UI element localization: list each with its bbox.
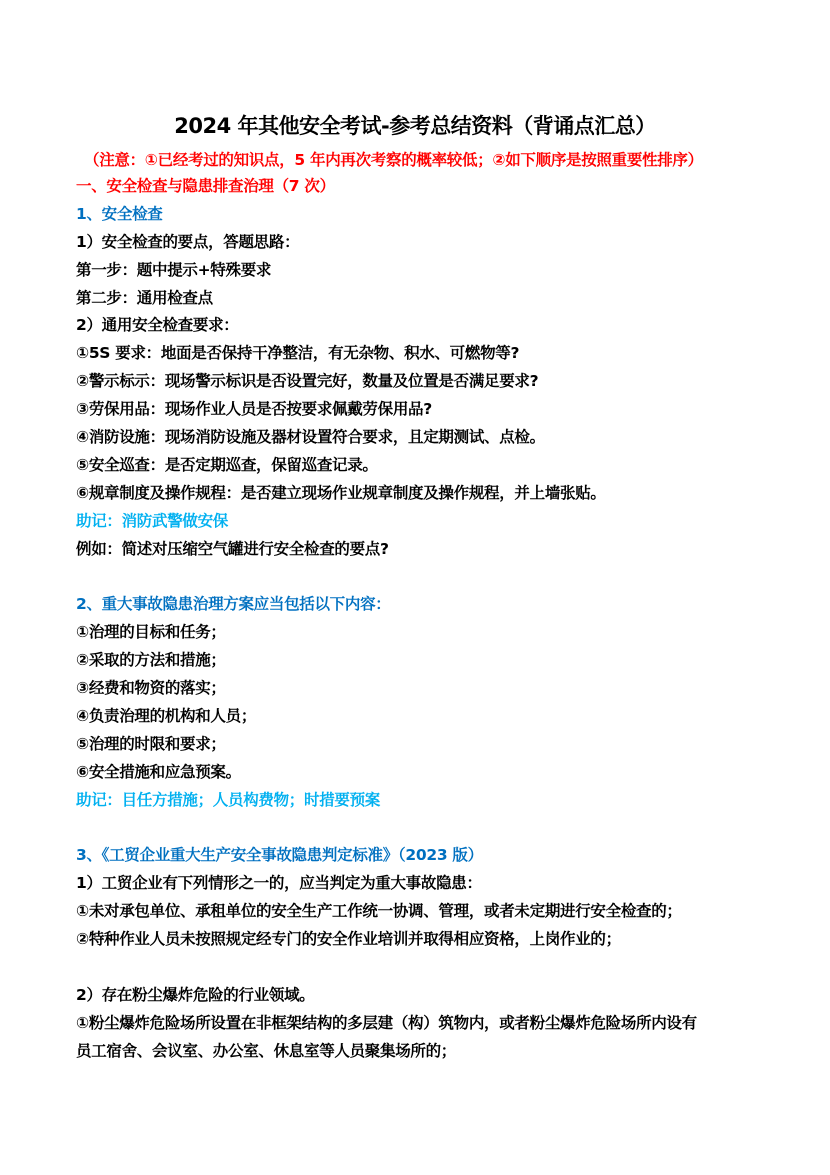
text-line: 例如：简述对压缩空气罐进行安全检查的要点? — [76, 539, 389, 558]
text-line: ①5S 要求：地面是否保持干净整洁，有无杂物、积水、可燃物等? — [76, 344, 520, 363]
blank-line — [76, 954, 766, 982]
text-line: ③经费和物资的落实； — [76, 679, 226, 698]
text-line: ⑤治理的时限和要求； — [76, 734, 226, 753]
text-line: ①治理的目标和任务； — [76, 623, 226, 642]
text-line: ②采取的方法和措施； — [76, 651, 226, 670]
text-line: 2）存在粉尘爆炸危险的行业领域。 — [76, 985, 315, 1004]
mnemonic-line: 助记：目任方措施；人员构费物；时措要预案 — [76, 790, 381, 809]
text-line: ①粉尘爆炸危险场所设置在非框架结构的多层建（构）筑物内，或者粉尘爆炸危险场所内设有 — [76, 1013, 697, 1032]
text-line: ④消防设施：现场消防设施及器材设置符合要求，且定期测试、点检。 — [76, 428, 545, 447]
text-line: ④负责治理的机构和人员； — [76, 706, 257, 725]
mnemonic-line: 助记：消防武警做安保 — [76, 511, 229, 530]
document-body — [76, 173, 766, 1066]
blank-line — [76, 814, 766, 842]
blank-line — [76, 563, 766, 591]
document-title: 2024 年其他安全考试-参考总结资料（背诵点汇总） — [174, 114, 656, 138]
subsection-heading: 2、重大事故隐患治理方案应当包括以下内容： — [76, 595, 391, 614]
text-line: ②特种作业人员未按照规定经专门的安全作业培训并取得相应资格，上岗作业的； — [76, 930, 621, 949]
text-line: 第一步：题中提示+特殊要求 — [76, 260, 272, 279]
text-line: 员工宿舍、会议室、办公室、休息室等人员聚集场所的； — [76, 1041, 457, 1060]
text-line: ①未对承包单位、承租单位的安全生产工作统一协调、管理，或者未定期进行安全检查的； — [76, 902, 682, 921]
subsection-heading: 1、安全检查 — [76, 204, 163, 223]
text-line: 1）工贸企业有下列情形之一的，应当判定为重大事故隐患： — [76, 874, 482, 893]
text-line: ⑤安全巡查：是否定期巡查，保留巡查记录。 — [76, 455, 378, 474]
text-line: ②警示标示：现场警示标识是否设置完好，数量及位置是否满足要求? — [76, 372, 539, 391]
subsection-heading: 3、《工贸企业重大生产安全事故隐患判定标准》（2023 版） — [76, 846, 483, 865]
text-line: 第二步：通用检查点 — [76, 288, 213, 307]
text-line: ③劳保用品：现场作业人员是否按要求佩戴劳保用品? — [76, 400, 432, 419]
text-line: ⑥安全措施和应急预案。 — [76, 762, 241, 781]
text-line: ⑥规章制度及操作规程：是否建立现场作业规章制度及操作规程，并上墙张贴。 — [76, 483, 606, 502]
importance-note: （注意：①已经考过的知识点，5 年内再次考察的概率较低；②如下顺序是按照重要性排序） — [84, 151, 703, 169]
text-line: 2）通用安全检查要求： — [76, 316, 239, 335]
text-line: 1）安全检查的要点，答题思路： — [76, 232, 300, 251]
section-heading: 一、安全检查与隐患排查治理（7 次） — [76, 177, 335, 195]
